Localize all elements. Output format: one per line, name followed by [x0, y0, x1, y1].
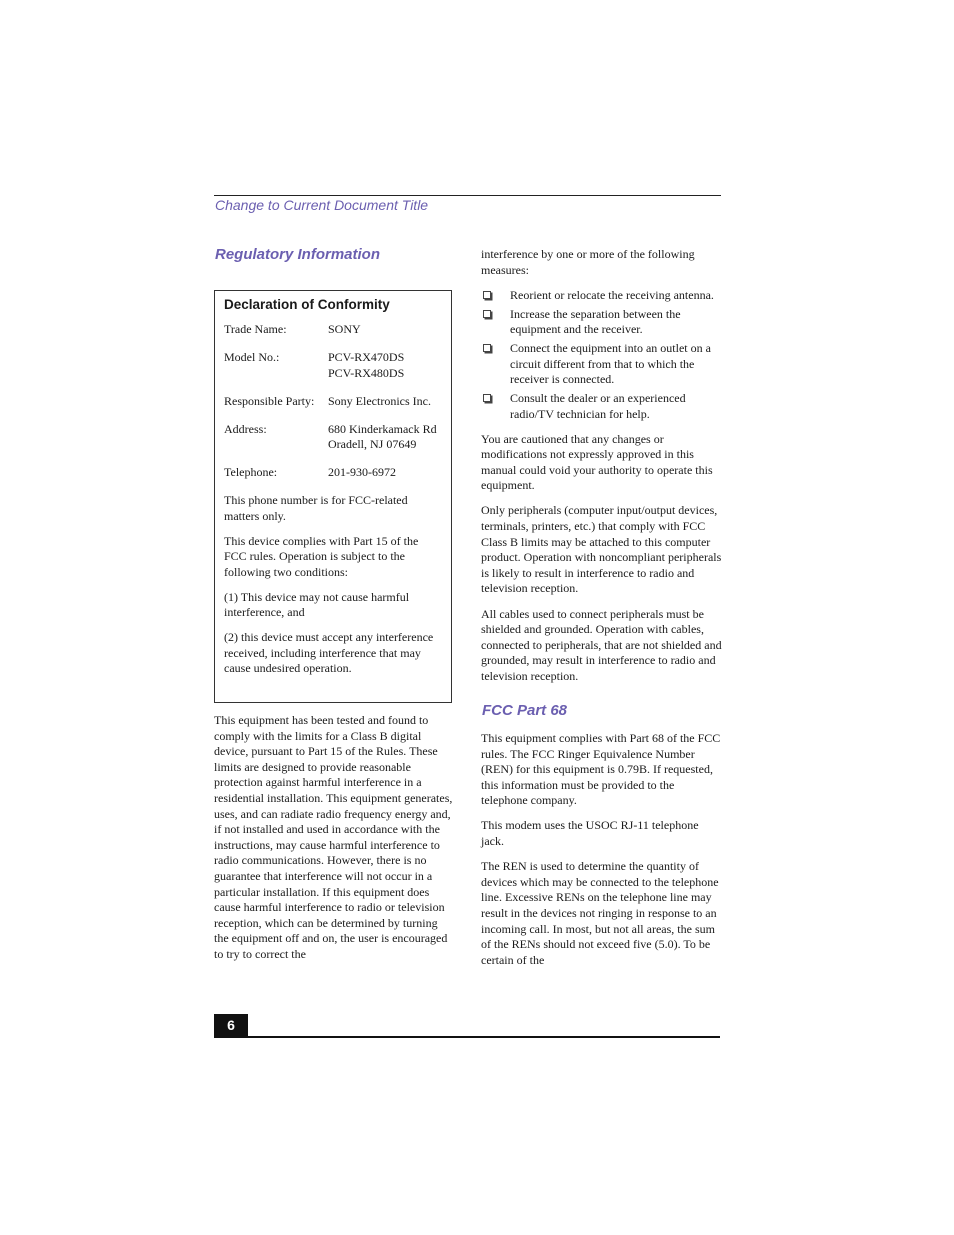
list-item-text: Increase the separation between the equipment and the receiver. [510, 306, 681, 337]
declaration-title: Declaration of Conformity [224, 297, 390, 312]
section-heading-fcc-part-68: FCC Part 68 [482, 702, 568, 719]
declaration-of-conformity-box [214, 290, 452, 703]
list-item [481, 288, 723, 304]
address-row [224, 422, 442, 453]
telephone-row [224, 465, 442, 481]
body-paragraph: This modem uses the USOC RJ-11 telephone jack. [481, 818, 699, 849]
list-item [481, 391, 723, 422]
list-item-text: Connect the equipment into an outlet on a circuit different from that to which the receiver is connected. [510, 341, 711, 387]
telephone-value-line: 201-930-6972 [328, 465, 396, 480]
declaration-paragraph: (2) this device must accept any interference received, including interference that may cause undesired operation. [224, 630, 434, 676]
address-value-line: 680 Kinderkamack Rd [328, 421, 437, 436]
body-paragraph: All cables used to connect peripherals must be shielded and grounded. Operation with cables, connected to peripherals, that are not shielded and grounded, may result in interference to radio and television reception. [481, 606, 722, 683]
body-paragraph: interference by one or more of the following measures: [481, 247, 695, 277]
address-value-line: Oradell, NJ 07649 [328, 437, 417, 452]
body-paragraph: You are cautioned that any changes or modifications not expressly approved in this manual could void your authority to operate this equipment. [481, 431, 713, 493]
declaration-paragraph: (1) This device may not cause harmful interference, and [224, 589, 410, 620]
body-paragraph: This equipment complies with Part 68 of the FCC rules. The FCC Ringer Equivalence Number (REN) for this equipment is 0.79B. If requested, this information must be provided to the telephone company. [481, 731, 721, 808]
list-item [481, 341, 723, 388]
model-no-value [328, 350, 442, 381]
responsible-party-label: Responsible Party: [224, 393, 315, 408]
model-no-label: Model No.: [224, 349, 280, 364]
trade-name-row [224, 322, 442, 338]
model-no-row [224, 350, 442, 381]
page-number: 6 [214, 1014, 248, 1037]
responsible-party-value-line: Sony Electronics Inc. [328, 393, 431, 408]
checkbox-bullet-icon [483, 344, 491, 352]
declaration-paragraph: This device complies with Part 15 of the FCC rules. Operation is subject to the following two conditions: [224, 533, 419, 579]
body-paragraph: Only peripherals (computer input/output devices, terminals, printers, etc.) that comply with FCC Class B limits may be attached to this computer product. Operation with noncompliant peripherals is likely to result in interference to radio and television reception. [481, 503, 722, 596]
body-paragraph: The REN is used to determine the quantity of devices which may be connected to the telephone line. Excessive RENs on the telephone line may result in the devices not ringing in response to an incoming call. In most, but not all areas, the sum of the RENs should not exceed five (5.0). To be certain of the [481, 859, 719, 967]
running-title: Change to Current Document Title [215, 197, 429, 213]
address-value [328, 422, 442, 453]
telephone-value [328, 465, 442, 481]
responsible-party-value [328, 394, 442, 410]
responsible-party-row [224, 394, 442, 410]
model-no-value-line: PCV-RX470DS [328, 349, 405, 364]
left-body-column [214, 713, 454, 972]
body-paragraph: This equipment has been tested and found to comply with the limits for a Class B digital device, pursuant to Part 15 of the Rules. These limits are designed to provide reasonable protection against harmful interference in a residential installation. This equipment generates, uses, and can radiate radio frequency energy and, if not installed and used in accordance with the instructions, may cause harmful interference to radio communications. However, there is no guarantee that interference will not occur in a particular installation. If this equipment does cause harmful interference to radio or television reception, which can be determined by turning the equipment off and on, the user is encouraged to try to correct the [214, 713, 453, 961]
trade-name-value [328, 322, 442, 338]
checkbox-bullet-icon [483, 291, 491, 299]
list-item [481, 307, 723, 338]
address-label: Address: [224, 421, 267, 436]
trade-name-value-line: SONY [328, 322, 361, 336]
right-column [481, 247, 723, 694]
footer-rule [214, 1036, 720, 1038]
list-item-text: Reorient or relocate the receiving antenna. [510, 287, 714, 302]
section-heading-regulatory: Regulatory Information [215, 246, 381, 263]
trade-name-label: Trade Name: [224, 322, 287, 336]
declaration-paragraph: This phone number is for FCC-related matters only. [224, 493, 408, 523]
checkbox-bullet-icon [483, 394, 491, 402]
measures-list [481, 288, 723, 423]
right-column-part-68 [481, 731, 723, 978]
header-rule [214, 195, 721, 196]
model-no-value-line: PCV-RX480DS [328, 365, 405, 380]
list-item-text: Consult the dealer or an experienced radio/TV technician for help. [510, 391, 686, 422]
checkbox-bullet-icon [483, 310, 491, 318]
telephone-label: Telephone: [224, 465, 278, 480]
